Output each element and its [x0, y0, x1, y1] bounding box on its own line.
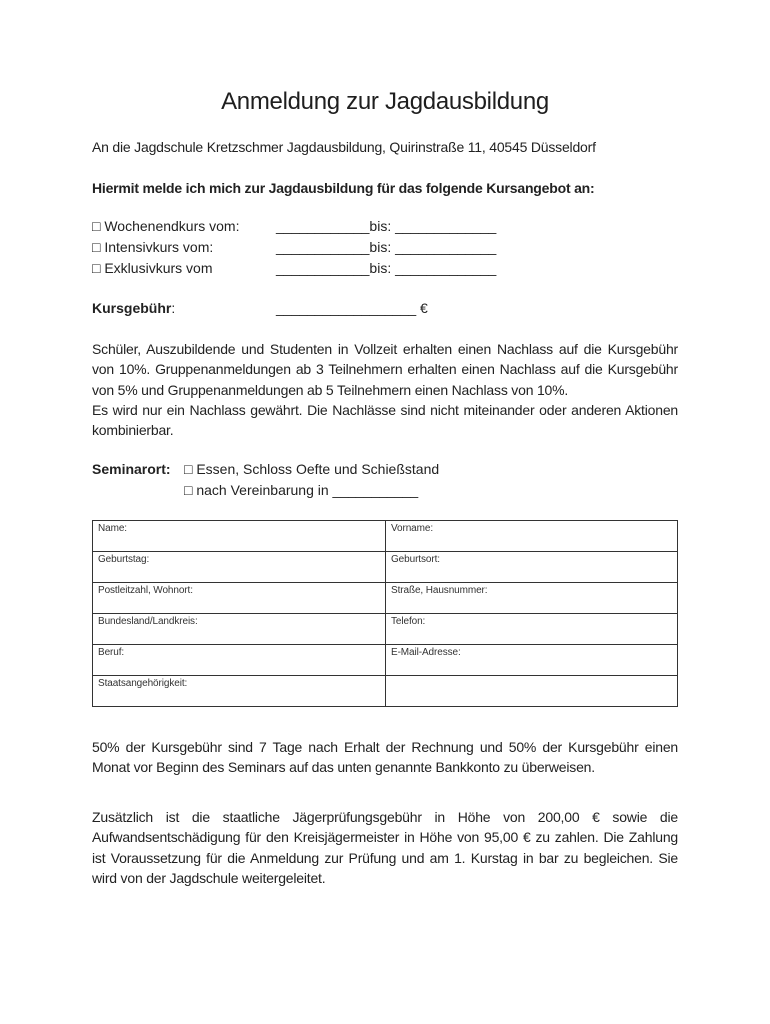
course-option-label: □ Wochenendkurs vom:	[92, 218, 240, 234]
form-field-first-name[interactable]: Vorname:	[386, 521, 678, 552]
table-row	[93, 614, 678, 645]
personal-data-table	[92, 520, 678, 707]
table-row	[93, 645, 678, 676]
address-line: An die Jagdschule Kretzschmer Jagdausbildung, Quirinstraße 11, 40545 Düsseldorf	[92, 139, 596, 155]
table-row	[93, 676, 678, 707]
page-title: Anmeldung zur Jagdausbildung	[221, 88, 549, 115]
course-fee-row	[92, 300, 512, 320]
course-option-date-field[interactable]: ____________bis: _____________	[276, 218, 497, 234]
course-option-weekend[interactable]	[92, 218, 512, 238]
form-field-nationality[interactable]: Staatsangehörigkeit:	[93, 676, 386, 707]
form-field-birthday[interactable]: Geburtstag:	[93, 552, 386, 583]
exam-fee-paragraph: Zusätzlich ist die staatliche Jägerprüfungsgebühr in Höhe von 200,00 € sowie die Aufwandsentschädigung für den Kreisjägermeister in Höhe von 95,00 € zu zahlen. Die Zahlung ist Voraussetzung für die Anmeldung zur Prüfung und am 1. Kurstag in bar zu begleichen. Sie wird von der Jagdschule weitergeleitet.	[92, 809, 678, 886]
form-field-street[interactable]: Straße, Hausnummer:	[386, 583, 678, 614]
course-option-date-field[interactable]: ____________bis: _____________	[276, 260, 497, 276]
form-field-state[interactable]: Bundesland/Landkreis:	[93, 614, 386, 645]
form-field-name[interactable]: Name:	[93, 521, 386, 552]
form-field-birthplace[interactable]: Geburtsort:	[386, 552, 678, 583]
seminar-option-custom[interactable]: □ nach Vereinbarung in ___________	[184, 482, 419, 498]
course-option-exclusive[interactable]	[92, 260, 512, 280]
form-field-email[interactable]: E-Mail-Adresse:	[386, 645, 678, 676]
course-option-label: □ Intensivkurs vom:	[92, 239, 214, 255]
payment-paragraph: 50% der Kursgebühr sind 7 Tage nach Erhalt der Rechnung und 50% der Kursgebühr einen Monat vor Beginn des Seminars auf das unten genannte Bankkonto zu überweisen.	[92, 739, 678, 776]
course-fee-colon: :	[171, 300, 176, 316]
discount-paragraph	[92, 339, 678, 440]
table-row	[93, 583, 678, 614]
seminar-location	[92, 461, 512, 505]
course-option-date-field[interactable]: ____________bis: _____________	[276, 239, 497, 255]
course-fee-label: Kursgebühr	[92, 300, 172, 316]
table-row	[93, 552, 678, 583]
form-field-empty	[386, 676, 678, 707]
form-field-postcode-city[interactable]: Postleitzahl, Wohnort:	[93, 583, 386, 614]
discount-text: Schüler, Auszubildende und Studenten in Vollzeit erhalten einen Nachlass auf die Kursgebühr von 10%. Gruppenanmeldungen ab 3 Teilnehmern erhalten einen Nachlass auf die Kursgebühr von 5% und Gruppenanmeldungen ab 5 Teilnehmern einen Nachlass von 10%.	[92, 341, 678, 398]
form-field-phone[interactable]: Telefon:	[386, 614, 678, 645]
table-row	[93, 521, 678, 552]
seminar-option-essen[interactable]: □ Essen, Schloss Oefte und Schießstand	[184, 461, 440, 477]
discount-note: Es wird nur ein Nachlass gewährt. Die Nachlässe sind nicht miteinander oder anderen Aktionen kombinierbar.	[92, 401, 678, 439]
seminar-label: Seminarort:	[92, 461, 171, 477]
course-option-intensive[interactable]	[92, 239, 512, 259]
course-option-label: □ Exklusivkurs vom	[92, 260, 213, 276]
course-fee-field[interactable]: __________________ €	[276, 300, 428, 316]
form-field-occupation[interactable]: Beruf:	[93, 645, 386, 676]
registration-heading: Hiermit melde ich mich zur Jagdausbildung für das folgende Kursangebot an:	[92, 180, 595, 196]
